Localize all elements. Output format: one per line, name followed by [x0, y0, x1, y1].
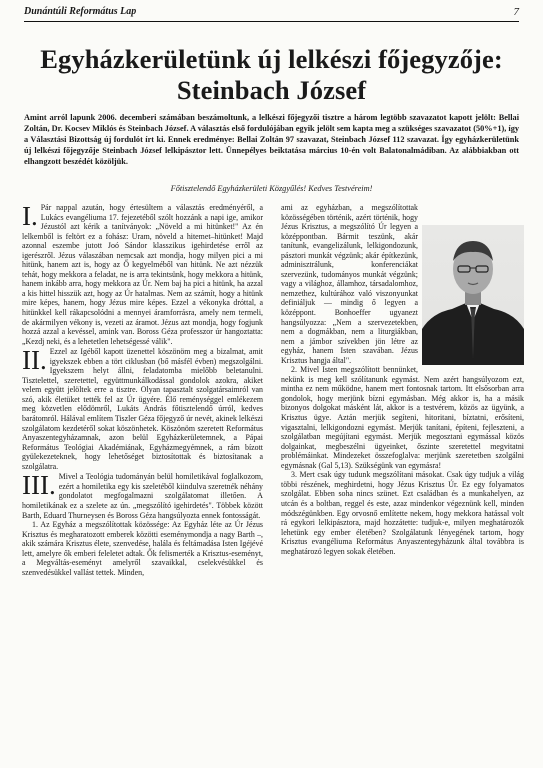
greeting: Főtisztelendő Egyházkerületi Közgyűlés! Kedves Testvéreim!: [170, 184, 373, 193]
lead-paragraph: Amint arról lapunk 2006. decemberi számában beszámoltunk, a lelkészi főjegyzői tisztre a három legtöbb szavazatot kapott jelölt: Bellai Zoltán, Dr. Kocsev Miklós és Steinbach József. A választás első fordulójában egyik jelölt sem kapta meg a szükséges szavazatot (50%+1), így a Választási Bizottság új fordulót írt ki. Ennek eredménye: Bellai Zoltán 97 szavazat, Steinbach József 112 szavazat. Így egyházkerületünk új lelkészi főjegyzője Steinbach József lelkipásztor lett. Ünnepélyes beiktatása március 10-én volt Balatonalmádiban. Az alábbiakban ott elhangzott beszédét közöljük.: [24, 113, 519, 166]
point-3: [281, 470, 524, 556]
section-3: [22, 472, 263, 520]
title-line-2: Steinbach József: [176, 75, 367, 105]
left-column: [22, 203, 263, 577]
section-1-text: Pár nappal azután, hogy értesültem a választás eredményéről, a Lukács evangéliuma 17. fejezetéből szólt hozzánk a napi ige, amikor Jézustól azt kérik a tanítványok: „Növeld a mi hitünket!" Az én lelkemből is feltört ez a fohász: Uram, növeld a hitemet–hitünket! Majd azonnal eszembe jutott Joó Sándor klasszikus igehirdetése erről az igerészről. Jézus válaszában nemcsak azt mondja, hogy milyen pici a mi hitünk, hanem azt is, hogy az Ő kegyelméből van hitünk. Ne azt nézzük tehát, hogy mekkora a feladat, ne is arra tekintsünk, hogy mekkora a hitünk, hanem inkább arra, hogy mekkora az Úr. Nem baj ha pici a hitünk, ha azzal a kis hittel hisszük azt, hogy az Úr hatalmas. Nem az számít, hogy a hitünk mire képes, hanem, hogy Jézus mire képes. Ezzel a vékonyka dróttal, a hitünkkel kell rákapcsolódni a mennyei áramforrásra, amely nem termeli, de akármilyen vékony is, vezeti az áramot. Jézus azt mondja, hogy fogjunk hozzá azzal a kevéssel, amink van. Boross Géza professzor úr hangoztatta: „Kezdj neki, és a lehetetlen lehetségessé válik".: [22, 203, 263, 346]
page-number: 7: [513, 6, 519, 18]
header-rule: [24, 21, 519, 22]
point-2-text: 2. Mivel Isten megszólított bennünket, nekünk is meg kell szólítanunk egymást. Nem azért hangsúlyozom ezt, mintha ez nem működne, hanem mert fontosnak tartom. Itt elsősorban arra gondolok, hogy merjünk bízni egymásban. Még akkor is, ha a másik bizonyos dolgokat másként lát, akkor is a testvérem, közös az ügyünk, a Krisztus ügye. Aztán merjük segíteni, hitoritani, bíztatni, erősíteni, vigasztalni, lelkigondozni egymást. Merjük tanítani, építeni, fejleszteni, a szolgálatban megújítani egymást. Merjük megosztani egymással közös dolgainkat, megbeszélni ügyeinket, őszinte szeretettel megvitatni problémáinkat. Mindezeket összefoglalva: merjünk szeretetben szolgálni egymásnak (Gal 5,13). Szükségünk van egymásra!: [281, 365, 524, 470]
portrait-photo: [422, 225, 524, 365]
section-2: [22, 347, 263, 471]
roman-numeral-2: II.: [22, 345, 47, 376]
section-3-text: Mivel a Teológia tudományán belül homiletikával foglalkozom, ezért a homiletika egy kis szeletéből kiindulva szeretnék néhány gondolatot megfogalmazni szolgálatomat illetően. A homiletikának ez a szelete az ún. „megszólító igehirdetés". Többek között Barth, Eduard Thurneysen és Boross Géza hangsúlyozta ennek fontosságát.: [22, 472, 263, 520]
point-1: [22, 520, 263, 577]
article-title: [24, 44, 519, 106]
running-header: [24, 6, 519, 20]
journal-name: Dunántúli Református Lap: [24, 6, 137, 17]
roman-numeral-3: III.: [22, 470, 56, 501]
point-1-text: 1. Az Egyház a megszólítottak közössége: Az Egyház léte az Úr Jézus Krisztus és megharatozott emberek közötti eseménymondja a nagy Barth –, akik számára Krisztus élete, szenvedése, halála és feltámadása Isten Igéjévé lett, amelyre ők emberi feleletet adtak. Ők felismerték a Krisztus-eseményt, a Megváltás-eseményt amelyről szavaikkal, cselekvésükkel és szenvedésükkel vallást tettek. Minden,: [22, 520, 263, 577]
roman-numeral-1: I.: [22, 201, 38, 231]
right-paragraph-1-text: ami az egyházban, a megszólítottak közösségében történik, azért történik, hogy Jézus Krisztus, a megszólító Úr legyen a középpontban. Bármit teszünk, akár tanítunk, evangelizálunk, lelkigondozunk, pásztori munkát végzünk; akár építkezünk, adminisztrálunk, konferenciákat szervezünk, tudományos munkát végzünk; vagy a világhoz, államhoz, társadalomhoz, nemzethez, kultúrához való viszonyunkat definiáljuk — mindig ő legyen a középpont. Bonhoeffer ugyanezt hangsúlyozza: „Nem a szervezetekben, nem a dogmákban, nem a liturgiákban, nem a jámbor szívekben jön létre az egyház, hanem Isten szavában. Jézus Krisztus hangja által".: [281, 203, 418, 365]
point-2: [281, 365, 524, 470]
section-2-text: Ezzel az Igéből kapott üzenettel köszönöm meg a bizalmat, amit igyekszek ebben a tört ciklusban (bő másfél évben) megszolgálni. Igyekszem helyt állni, feladatomba mielőbb beletanulni. Tisztelettel, szeretettel, együttmunkálkodással gondolok azokra, akiket velem együtt jelöltek erre a tisztre. Olyan tapasztalt szolgatársaimról van szó, akik életüket tették fel az Úr ügyére. Élő reménységgel emlékezem meg közvetlen elődömről, Lukáts András főtisztelendő úrról, kedves barátomról. Hálával említem Tiszler Géza főjegyző úr nevét, akinek lelkészi szolgálatom kezdetéről sokat köszönhetek. Köszönöm szeretett Református Anyaszentegyházamnak, azon belül Egyházkerületemnek, a Pápai Református Teológiai Akadémiának, Egyházmegyémnek, a rám bízott gyülekezeteknek, hogy lehetőséget biztosítottak és biztosítanak a szolgálatra.: [22, 347, 263, 471]
portrait-graphic: [422, 225, 524, 365]
section-1: [22, 203, 263, 346]
point-3-text: 3. Mert csak úgy tudunk megszólítani másokat. Csak úgy tudjuk a világ többi részének, meghirdetni, hogy Jézus Krisztus Úr. Ez egy folyamatos szolgálat. Ebben soha nincs szünet. Ezt családban és a munkahelyen, az utcán és a boltban, reggel és este, azaz mindenkor végeznünk kell, minden módszégünkben. Egy orvosnő említette nekem, hogy mekkora hatással volt rá egykori lelkipásztora, majd hozzátette: tudjuk-e, milyen meghatározók lehetünk egy ember életében? Szolgálatunk lényegének tartom, hogy Krisztus evangéliuma Református Anyaszentegyházunk által továbbra is meghatározó legyen sokak életében.: [281, 470, 524, 556]
title-line-1: Egyházkerületünk új lelkészi főjegyzője:: [40, 44, 503, 74]
